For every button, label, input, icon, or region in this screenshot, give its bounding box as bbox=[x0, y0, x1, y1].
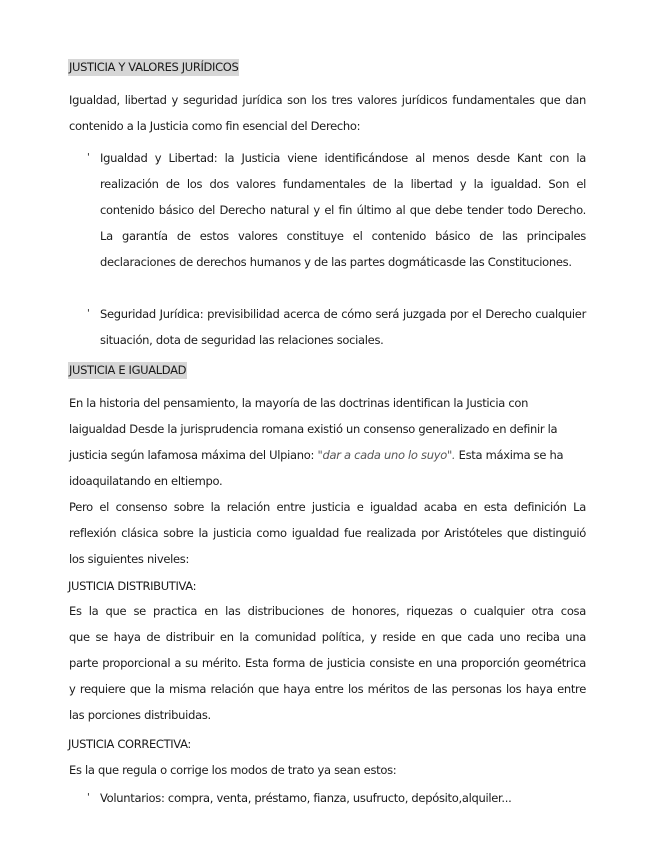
text-line: idoaquilatando en eltiempo. bbox=[69, 474, 223, 488]
bullet-marker: ' bbox=[87, 308, 90, 319]
text-line: declaraciones de derechos humanos y de las partes dogmáticasde las Constituciones. bbox=[100, 255, 572, 269]
text-line: las porciones distribuidas. bbox=[69, 708, 211, 722]
text-line: reflexión clásica sobre la justicia como igualdad fue realizada por Aristóteles que distinguió bbox=[69, 526, 586, 540]
igualdad-paragraph-1 bbox=[69, 390, 586, 494]
ulpiano-quote: "dar a cada uno lo suyo". bbox=[317, 448, 456, 462]
text-line bbox=[69, 442, 586, 468]
heading-justicia-correctiva: JUSTICIA CORRECTIVA: bbox=[68, 737, 191, 751]
bullet-igualdad-libertad bbox=[100, 145, 586, 275]
bullet-voluntarios bbox=[100, 785, 586, 811]
heading-valores-juridicos: JUSTICIA Y VALORES JURÍDICOS bbox=[69, 60, 239, 74]
text-segment: justicia según lafamosa máxima del Ulpiano: bbox=[69, 448, 318, 462]
igualdad-paragraph-2 bbox=[69, 494, 586, 572]
bullet-marker: ' bbox=[87, 152, 90, 163]
distributiva-paragraph bbox=[69, 598, 586, 728]
text-line: y requiere que la misma relación que haya entre los méritos de las personas los haya entre bbox=[69, 682, 586, 696]
bullet-marker: ' bbox=[87, 792, 90, 803]
text-line: La garantía de estos valores constituye el contenido básico de las principales bbox=[100, 229, 586, 243]
text-line: Es la que se practica en las distribuciones de honores, riquezas o cualquier otra cosa bbox=[69, 604, 586, 618]
text-line: Igualdad y Libertad: la Justicia viene identificándose al menos desde Kant con la bbox=[100, 151, 586, 165]
correctiva-intro bbox=[69, 757, 586, 783]
text-line: realización de los dos valores fundamentales de la libertad y la igualdad. Son el bbox=[100, 177, 586, 191]
text-line: Igualdad, libertad y seguridad jurídica son los tres valores jurídicos fundamentales que dan bbox=[69, 93, 586, 107]
bullet-seguridad-juridica bbox=[100, 301, 586, 353]
text-line: Seguridad Jurídica: previsibilidad acerca de cómo será juzgada por el Derecho cualquier bbox=[100, 307, 586, 321]
text-line: laigualdad Desde la jurisprudencia romana existió un consenso generalizado en definir la bbox=[69, 422, 558, 436]
text-segment: Esta máxima se ha bbox=[455, 448, 564, 462]
text-line: En la historia del pensamiento, la mayoría de las doctrinas identifican la Justicia con bbox=[69, 396, 529, 410]
intro-paragraph bbox=[69, 87, 586, 139]
text-line: contenido a la Justicia como fin esencial del Derecho: bbox=[69, 119, 361, 133]
text-line: que se haya de distribuir en la comunidad política, y reside en que cada uno reciba una bbox=[69, 630, 586, 644]
text-line: situación, dota de seguridad las relaciones sociales. bbox=[100, 333, 384, 347]
text-line: los siguientes niveles: bbox=[69, 552, 190, 566]
text-line: contenido básico del Derecho natural y el fin último al que debe tender todo Derecho. bbox=[100, 203, 586, 217]
text-line: Es la que regula o corrige los modos de trato ya sean estos: bbox=[69, 763, 397, 777]
heading-justicia-igualdad: JUSTICIA E IGUALDAD bbox=[69, 363, 187, 377]
text-line: parte proporcional a su mérito. Esta forma de justicia consiste en una proporción geométrica bbox=[69, 656, 586, 670]
heading-justicia-distributiva: JUSTICIA DISTRIBUTIVA: bbox=[68, 579, 197, 593]
text-line: Pero el consenso sobre la relación entre justicia e igualdad acaba en esta definición La bbox=[69, 500, 586, 514]
text-line: Voluntarios: compra, venta, préstamo, fianza, usufructo, depósito,alquiler... bbox=[100, 791, 512, 805]
